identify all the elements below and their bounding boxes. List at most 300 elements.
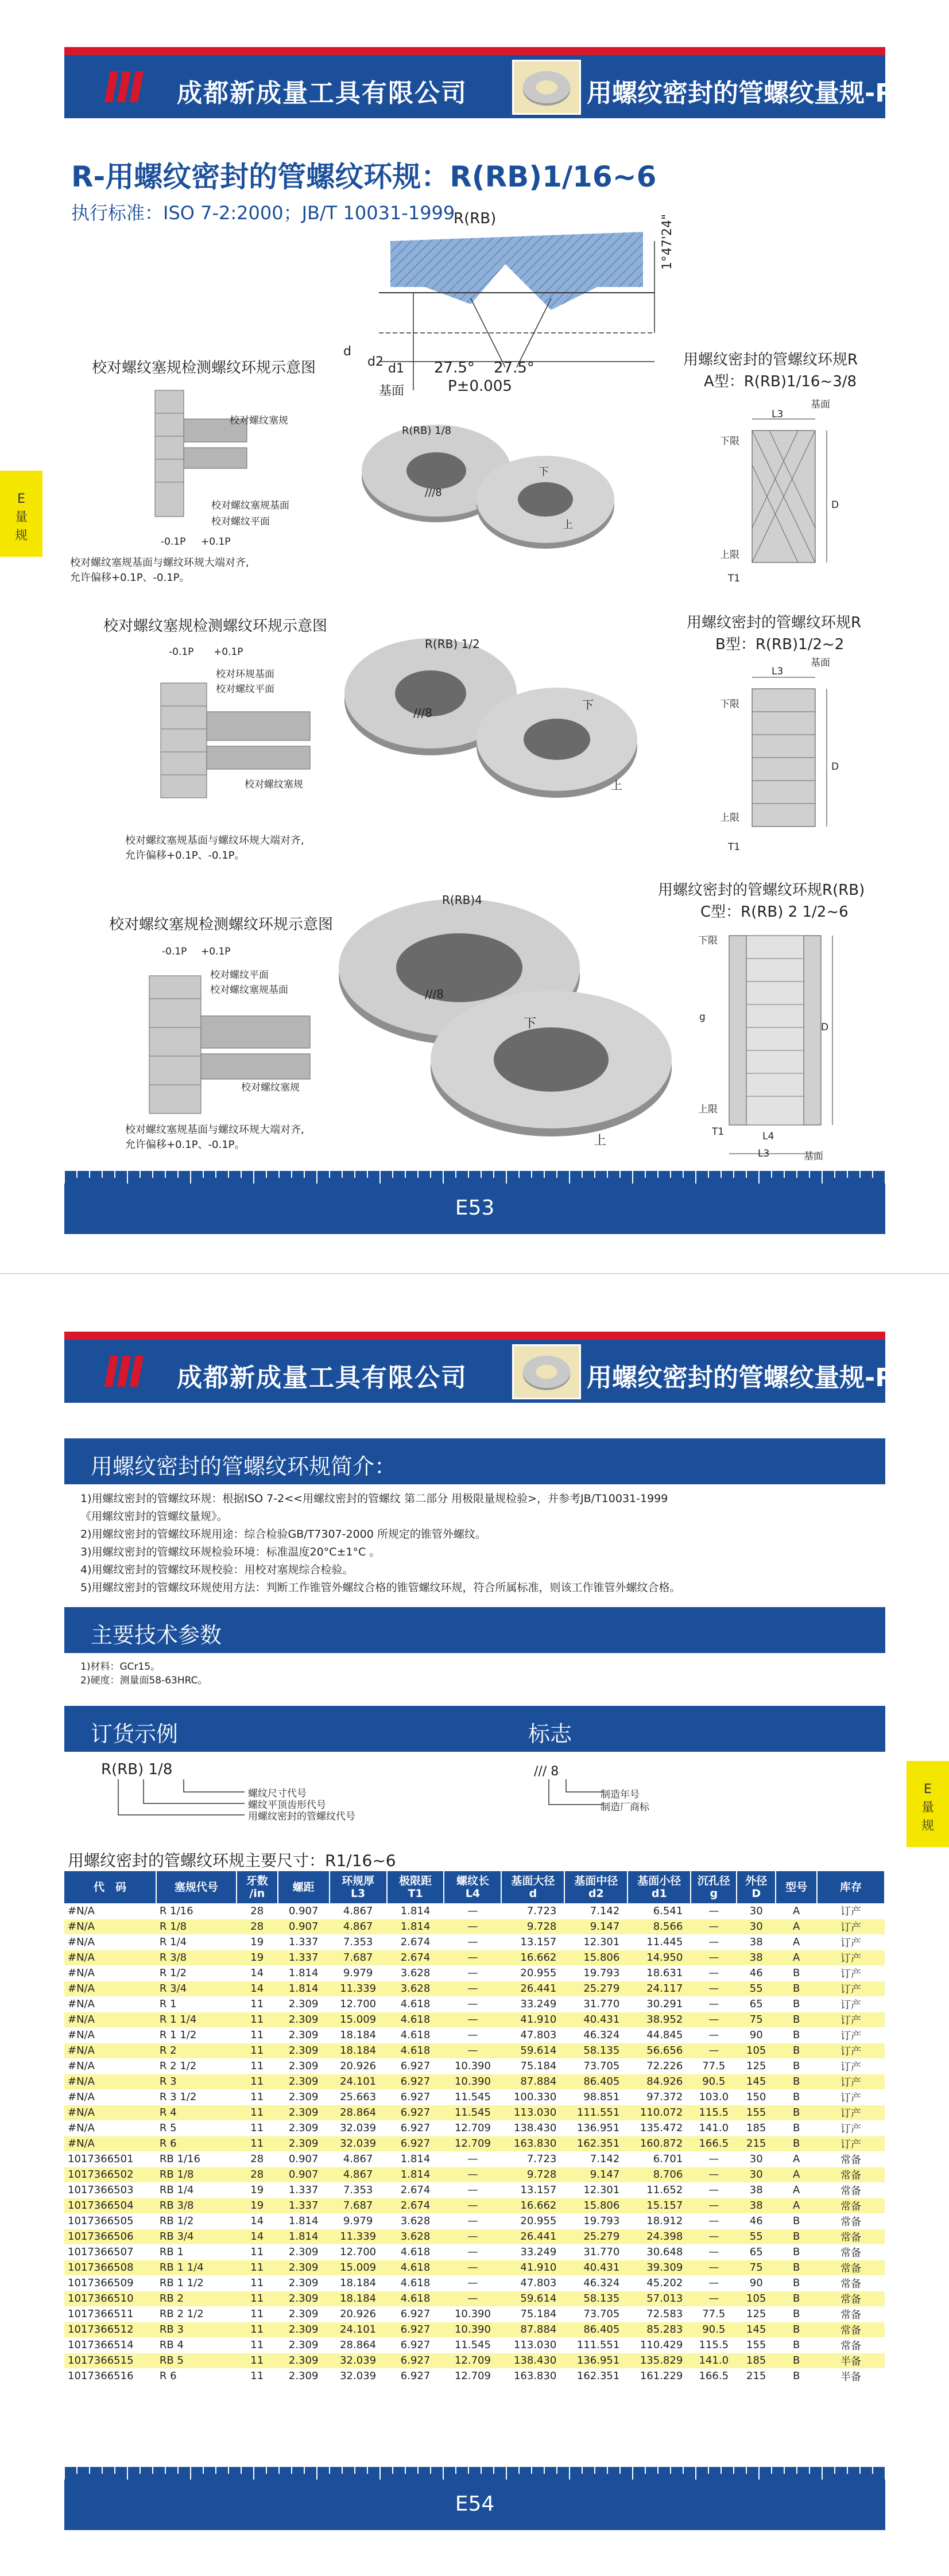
table-row	[64, 1903, 885, 1919]
table-cell: 11.545	[444, 2089, 501, 2105]
table-cell: 73.705	[564, 2058, 627, 2074]
table-cell: 3.628	[387, 2213, 444, 2229]
table-cell: 32.039	[330, 2368, 387, 2384]
table-cell: 38	[737, 2198, 776, 2213]
typeA-title: 用螺纹密封的管螺纹环规R	[683, 351, 858, 368]
table-cell: 20.926	[330, 2058, 387, 2074]
table-row	[64, 1996, 885, 2012]
side-tab-line: 量	[921, 1801, 934, 1815]
table-cell: 常备	[817, 2260, 885, 2275]
typeC-g: g	[699, 1011, 706, 1023]
table-cell: 4.618	[387, 2291, 444, 2306]
table-cell: #N/A	[64, 2012, 156, 2027]
table-cell: B	[776, 1965, 817, 1981]
order-leader-lines	[115, 1779, 253, 1825]
table-cell: RB 5	[156, 2353, 237, 2368]
table-cell: 6.927	[387, 2337, 444, 2353]
column-header-symbol: /in	[249, 1887, 265, 1900]
typeC-lower: 下限	[698, 935, 718, 946]
table-cell: B	[776, 2105, 817, 2120]
table-row	[64, 2275, 885, 2291]
diagram3-ring-mark: 下	[524, 1017, 537, 1031]
profile-label-top: R(RB)	[454, 210, 497, 227]
table-cell: 13.157	[501, 1934, 564, 1950]
table-cell: 2.674	[387, 2198, 444, 2213]
table-row	[64, 2074, 885, 2089]
column-header-symbol: L3	[350, 1887, 366, 1900]
table-cell: 11	[237, 2105, 278, 2120]
table-cell: 1.337	[278, 2182, 330, 2198]
footer-ruler	[64, 1171, 885, 1186]
table-cell: —	[691, 2198, 737, 2213]
table-row	[64, 2337, 885, 2353]
diagram3-tol-minus: -0.1P	[162, 946, 187, 957]
typeC-L3: L3	[758, 1148, 770, 1159]
table-cell: B	[776, 2229, 817, 2244]
table-cell: —	[691, 1903, 737, 1919]
profile-datum: 基面	[379, 384, 405, 398]
typeB-T1: T1	[728, 841, 741, 853]
table-cell: 15.009	[330, 2260, 387, 2275]
table-cell: A	[776, 1919, 817, 1934]
column-header-symbol: d2	[588, 1887, 604, 1900]
table-cell: —	[691, 2043, 737, 2058]
column-header-label: 代 码	[93, 1881, 126, 1894]
table-cell: 55	[737, 1981, 776, 1996]
table-cell: —	[691, 2260, 737, 2275]
table-cell: —	[444, 1981, 501, 1996]
table-cell: 订产	[817, 2012, 885, 2027]
table-cell: RB 1 1/2	[156, 2275, 237, 2291]
column-header-label: 外径	[745, 1875, 768, 1887]
table-cell: 166.5	[691, 2368, 737, 2384]
table-cell: 163.830	[501, 2368, 564, 2384]
table-cell: A	[776, 2198, 817, 2213]
order-label-thread: 用螺纹密封的管螺纹代号	[248, 1811, 355, 1822]
table-cell: 59.614	[501, 2043, 564, 2058]
table-cell: 185	[737, 2353, 776, 2368]
table-cell: 30.648	[627, 2244, 691, 2260]
table-cell: 0.907	[278, 1919, 330, 1934]
column-header	[737, 1871, 776, 1903]
table-cell: 31.770	[564, 2244, 627, 2260]
typeC-section-drawing	[718, 924, 844, 1165]
table-cell: 19	[237, 1950, 278, 1965]
table-cell: 84.926	[627, 2074, 691, 2089]
table-cell: 11	[237, 2058, 278, 2074]
diagram1-note	[70, 556, 249, 585]
intro-section-header	[64, 1438, 885, 1484]
table-cell: 46	[737, 1965, 776, 1981]
table-cell: 1017366501	[64, 2151, 156, 2167]
table-cell: B	[776, 2136, 817, 2151]
table-cell: 订产	[817, 2105, 885, 2120]
table-cell: 115.5	[691, 2337, 737, 2353]
column-header-symbol: T1	[408, 1887, 423, 1900]
catalog-page-e54	[0, 1274, 949, 2576]
table-cell: 12.301	[564, 2182, 627, 2198]
table-row	[64, 2120, 885, 2136]
table-cell: #N/A	[64, 1996, 156, 2012]
table-row	[64, 2136, 885, 2151]
table-cell: 41.910	[501, 2012, 564, 2027]
table-cell: —	[691, 1965, 737, 1981]
table-cell: 47.803	[501, 2027, 564, 2043]
table-cell: R 6	[156, 2368, 237, 2384]
company-logo-icon	[104, 69, 145, 104]
typeC-datum: 基面	[804, 1151, 823, 1162]
table-cell: 18.184	[330, 2275, 387, 2291]
table-cell: 41.910	[501, 2260, 564, 2275]
table-cell: 11.545	[444, 2337, 501, 2353]
table-cell: 136.951	[564, 2353, 627, 2368]
table-cell: 65	[737, 1996, 776, 2012]
table-cell: 15.157	[627, 2198, 691, 2213]
table-cell: —	[691, 1919, 737, 1934]
typeC-T1: T1	[712, 1126, 725, 1138]
table-cell: 47.803	[501, 2275, 564, 2291]
table-cell: 6.927	[387, 2353, 444, 2368]
table-cell: 1017366509	[64, 2275, 156, 2291]
table-cell: 1.814	[387, 1919, 444, 1934]
table-cell: 28.864	[330, 2337, 387, 2353]
table-cell: 11	[237, 2368, 278, 2384]
table-cell: 订产	[817, 1996, 885, 2012]
diagram1-ring-photo	[356, 413, 620, 562]
table-cell: —	[444, 1965, 501, 1981]
table-cell: 111.551	[564, 2337, 627, 2353]
table-cell: 11.545	[444, 2105, 501, 2120]
column-header-label: 螺距	[292, 1881, 315, 1894]
profile-pitch: P±0.005	[448, 378, 512, 395]
diagram2-caption: 校对螺纹塞规检测螺纹环规示意图	[103, 618, 328, 635]
table-cell: 10.390	[444, 2306, 501, 2322]
table-cell: 7.142	[564, 1903, 627, 1919]
table-cell: RB 1/4	[156, 2182, 237, 2198]
column-header-symbol: D	[752, 1887, 761, 1900]
table-cell: 2.309	[278, 2012, 330, 2027]
table-cell: 常备	[817, 2291, 885, 2306]
tech-line: 1)材料：GCr15。	[80, 1661, 161, 1673]
table-cell: RB 2 1/2	[156, 2306, 237, 2322]
typeB-L3: L3	[772, 666, 784, 677]
table-cell: 110.429	[627, 2337, 691, 2353]
diagram1-ring-mark: 下	[539, 466, 549, 478]
table-cell: 59.614	[501, 2291, 564, 2306]
table-cell: 15.806	[564, 2198, 627, 2213]
standard-line: 执行标准：ISO 7-2:2000；JB/T 10031-1999	[71, 202, 455, 224]
profile-d: d	[343, 344, 351, 359]
intro-line: 4)用螺纹密封的管螺纹环规校验：用校对塞规综合检验。	[80, 1564, 354, 1576]
table-cell: 12.709	[444, 2136, 501, 2151]
table-cell: #N/A	[64, 1981, 156, 1996]
table-cell: 11	[237, 2043, 278, 2058]
table-cell: 12.301	[564, 1934, 627, 1950]
column-header	[330, 1871, 387, 1903]
table-cell: 7.687	[330, 1950, 387, 1965]
table-title: 用螺纹密封的管螺纹环规主要尺寸：R1/16~6	[68, 1851, 396, 1870]
table-cell: #N/A	[64, 1919, 156, 1934]
column-header	[237, 1871, 278, 1903]
table-cell: 113.030	[501, 2105, 564, 2120]
table-cell: —	[444, 1950, 501, 1965]
table-cell: 85.283	[627, 2322, 691, 2337]
table-cell: 28	[237, 2151, 278, 2167]
ring-gauge-thumbnail	[512, 60, 581, 115]
table-cell: 19	[237, 2198, 278, 2213]
column-header-label: 基面小径	[637, 1875, 681, 1887]
table-cell: 1017366505	[64, 2213, 156, 2229]
table-cell: 105	[737, 2043, 776, 2058]
table-cell: 1.814	[387, 2151, 444, 2167]
table-cell: 155	[737, 2337, 776, 2353]
table-cell: 46	[737, 2213, 776, 2229]
diagram1-label-plug: 校对螺纹塞规	[230, 415, 288, 426]
column-header	[627, 1871, 691, 1903]
tech-title: 主要技术参数	[91, 1623, 222, 1648]
table-cell: 3.628	[387, 1981, 444, 1996]
table-cell: 11	[237, 2120, 278, 2136]
table-row	[64, 1950, 885, 1965]
footer-ruler	[64, 2467, 885, 2482]
table-cell: 16.662	[501, 1950, 564, 1965]
table-cell: 6.701	[627, 2151, 691, 2167]
profile-angle-left: 27.5°	[434, 359, 475, 377]
side-tab-line: E	[924, 1782, 932, 1797]
mark-label-maker: 制造厂商标	[601, 1802, 649, 1813]
table-row	[64, 2012, 885, 2027]
table-cell: —	[444, 2244, 501, 2260]
table-cell: —	[691, 2275, 737, 2291]
table-cell: 32.039	[330, 2353, 387, 2368]
table-row	[64, 2213, 885, 2229]
table-cell: 18.631	[627, 1965, 691, 1981]
table-cell: 38	[737, 2182, 776, 2198]
spec-table	[64, 1871, 885, 2384]
table-cell: 136.951	[564, 2120, 627, 2136]
catalog-page-e53	[0, 0, 949, 1274]
table-cell: 订产	[817, 1981, 885, 1996]
column-header-label: 库存	[840, 1881, 862, 1894]
table-cell: 2.309	[278, 2275, 330, 2291]
column-header-label: 型号	[785, 1881, 808, 1894]
order-label-profile: 螺纹平顶齿形代号	[248, 1799, 326, 1811]
table-cell: #N/A	[64, 2074, 156, 2089]
table-cell: #N/A	[64, 1950, 156, 1965]
column-header-label: 基面大径	[511, 1875, 555, 1887]
intro-line: 2)用螺纹密封的管螺纹环规用途：综合检验GB/T7307-2000 所规定的锥管外螺纹。	[80, 1528, 486, 1541]
table-cell: 6.927	[387, 2120, 444, 2136]
table-cell: —	[444, 1903, 501, 1919]
table-cell: 100.330	[501, 2089, 564, 2105]
table-cell: 常备	[817, 2151, 885, 2167]
table-cell: A	[776, 2167, 817, 2182]
column-header	[691, 1871, 737, 1903]
table-row	[64, 1919, 885, 1934]
table-cell: 11	[237, 2353, 278, 2368]
table-cell: 常备	[817, 2167, 885, 2182]
table-cell: —	[691, 2182, 737, 2198]
table-cell: 1.337	[278, 1934, 330, 1950]
table-cell: 20.955	[501, 1965, 564, 1981]
table-cell: 11	[237, 2337, 278, 2353]
table-cell: 7.353	[330, 2182, 387, 2198]
table-cell: #N/A	[64, 2043, 156, 2058]
intro-line: 3)用螺纹密封的管螺纹环规检验环境：标准温度20°C±1°C 。	[80, 1546, 381, 1558]
table-cell: 2.309	[278, 1996, 330, 2012]
table-cell: 12.709	[444, 2368, 501, 2384]
table-row	[64, 2322, 885, 2337]
table-cell: B	[776, 2027, 817, 2043]
table-cell: 65	[737, 2244, 776, 2260]
table-cell: 113.030	[501, 2337, 564, 2353]
table-cell: 11.339	[330, 1981, 387, 1996]
mark-code: /// 8	[534, 1764, 559, 1779]
table-cell: 10.390	[444, 2058, 501, 2074]
table-cell: 33.249	[501, 2244, 564, 2260]
table-cell: 87.884	[501, 2322, 564, 2337]
table-cell: 135.829	[627, 2353, 691, 2368]
table-cell: 1017366506	[64, 2229, 156, 2244]
intro-text	[80, 1490, 681, 1597]
table-cell: 订产	[817, 2136, 885, 2151]
table-cell: 常备	[817, 2229, 885, 2244]
table-cell: 1017366503	[64, 2182, 156, 2198]
table-cell: 10.390	[444, 2074, 501, 2089]
table-cell: —	[691, 2151, 737, 2167]
diagram2-ring-mark: 下	[582, 698, 594, 712]
table-cell: R 3	[156, 2074, 237, 2089]
table-row	[64, 2368, 885, 2384]
table-cell: B	[776, 2353, 817, 2368]
page-title: R-用螺纹密封的管螺纹环规：R(RB)1/16~6	[71, 160, 657, 193]
typeA-T1: T1	[728, 573, 741, 584]
table-cell: 11	[237, 2260, 278, 2275]
table-cell: 90.5	[691, 2074, 737, 2089]
intro-title: 用螺纹密封的管螺纹环规简介：	[91, 1454, 397, 1479]
column-header	[387, 1871, 444, 1903]
profile-d1: d1	[388, 362, 404, 376]
table-cell: 14	[237, 2213, 278, 2229]
table-cell: 58.135	[564, 2291, 627, 2306]
table-cell: R 1/4	[156, 1934, 237, 1950]
table-cell: 3.628	[387, 1965, 444, 1981]
table-cell: #N/A	[64, 2136, 156, 2151]
table-cell: —	[444, 2167, 501, 2182]
table-cell: 常备	[817, 2337, 885, 2353]
table-cell: RB 2	[156, 2291, 237, 2306]
table-row	[64, 2089, 885, 2105]
table-cell: —	[691, 2291, 737, 2306]
table-row	[64, 2167, 885, 2182]
table-cell: 0.907	[278, 2151, 330, 2167]
typeA-L3: L3	[772, 409, 784, 420]
table-cell: R 1/2	[156, 1965, 237, 1981]
table-cell: 40.431	[564, 2260, 627, 2275]
table-cell: R 1/8	[156, 1919, 237, 1934]
column-header-symbol: d1	[651, 1887, 667, 1900]
table-cell: 86.405	[564, 2074, 627, 2089]
table-cell: 11	[237, 2322, 278, 2337]
table-row	[64, 2027, 885, 2043]
table-cell: 2.309	[278, 2353, 330, 2368]
column-header-label: 极限距	[399, 1875, 432, 1887]
table-cell: 56.656	[627, 2043, 691, 2058]
table-cell: 3.628	[387, 2229, 444, 2244]
table-cell: RB 1/16	[156, 2151, 237, 2167]
table-cell: 18.184	[330, 2291, 387, 2306]
table-cell: 11	[237, 2306, 278, 2322]
table-cell: A	[776, 1934, 817, 1950]
table-cell: 1017366507	[64, 2244, 156, 2260]
diagram3-note-line: 校对螺纹塞规基面与螺纹环规大端对齐,	[125, 1124, 304, 1136]
table-cell: 11	[237, 2012, 278, 2027]
column-header-symbol: L4	[465, 1887, 481, 1900]
table-cell: —	[444, 2213, 501, 2229]
table-cell: 常备	[817, 2198, 885, 2213]
table-cell: RB 1 1/4	[156, 2260, 237, 2275]
table-cell: B	[776, 2213, 817, 2229]
diagram3-ring-photo	[327, 890, 683, 1154]
table-cell: 103.0	[691, 2089, 737, 2105]
table-cell: B	[776, 2337, 817, 2353]
diagram2-tol-minus: -0.1P	[169, 646, 194, 658]
table-cell: 90	[737, 2275, 776, 2291]
table-cell: 44.845	[627, 2027, 691, 2043]
diagram1-tol-minus: -0.1P	[161, 536, 186, 548]
table-cell: 12.700	[330, 2244, 387, 2260]
table-cell: 2.309	[278, 2260, 330, 2275]
table-cell: 73.705	[564, 2306, 627, 2322]
diagram2-label-flat: 校对螺纹平面	[216, 684, 274, 695]
table-cell: 10.390	[444, 2322, 501, 2337]
table-cell: 30.291	[627, 1996, 691, 2012]
table-cell: 11	[237, 2291, 278, 2306]
table-cell: 14.950	[627, 1950, 691, 1965]
table-cell: A	[776, 2151, 817, 2167]
table-cell: #N/A	[64, 1934, 156, 1950]
table-cell: 6.927	[387, 2136, 444, 2151]
table-cell: 32.039	[330, 2120, 387, 2136]
column-header	[444, 1871, 501, 1903]
table-cell: 2.309	[278, 2306, 330, 2322]
diagram2-note	[125, 833, 304, 863]
header-red-stripe	[64, 47, 885, 55]
table-cell: #N/A	[64, 2027, 156, 2043]
table-cell: 75.184	[501, 2306, 564, 2322]
column-header-symbol: g	[710, 1887, 718, 1900]
table-cell: 19.793	[564, 1965, 627, 1981]
intro-line: 《用螺纹密封的管螺纹量规》。	[80, 1510, 228, 1523]
table-cell: 28	[237, 1919, 278, 1934]
side-tab-line: 规	[921, 1819, 934, 1833]
table-cell: R 3/4	[156, 1981, 237, 1996]
table-cell: 1.814	[278, 1981, 330, 1996]
table-cell: 2.309	[278, 2368, 330, 2384]
typeB-datum: 基面	[811, 657, 830, 669]
table-cell: 4.618	[387, 1996, 444, 2012]
table-row	[64, 2151, 885, 2167]
table-cell: 11	[237, 2074, 278, 2089]
company-logo-icon	[104, 1353, 145, 1389]
table-cell: 38	[737, 1950, 776, 1965]
diagram3-ring-label: R(RB)4	[442, 893, 482, 907]
table-cell: —	[444, 2291, 501, 2306]
table-cell: A	[776, 2182, 817, 2198]
table-cell: 6.927	[387, 2089, 444, 2105]
table-cell: R 1 1/4	[156, 2012, 237, 2027]
table-cell: —	[444, 2229, 501, 2244]
